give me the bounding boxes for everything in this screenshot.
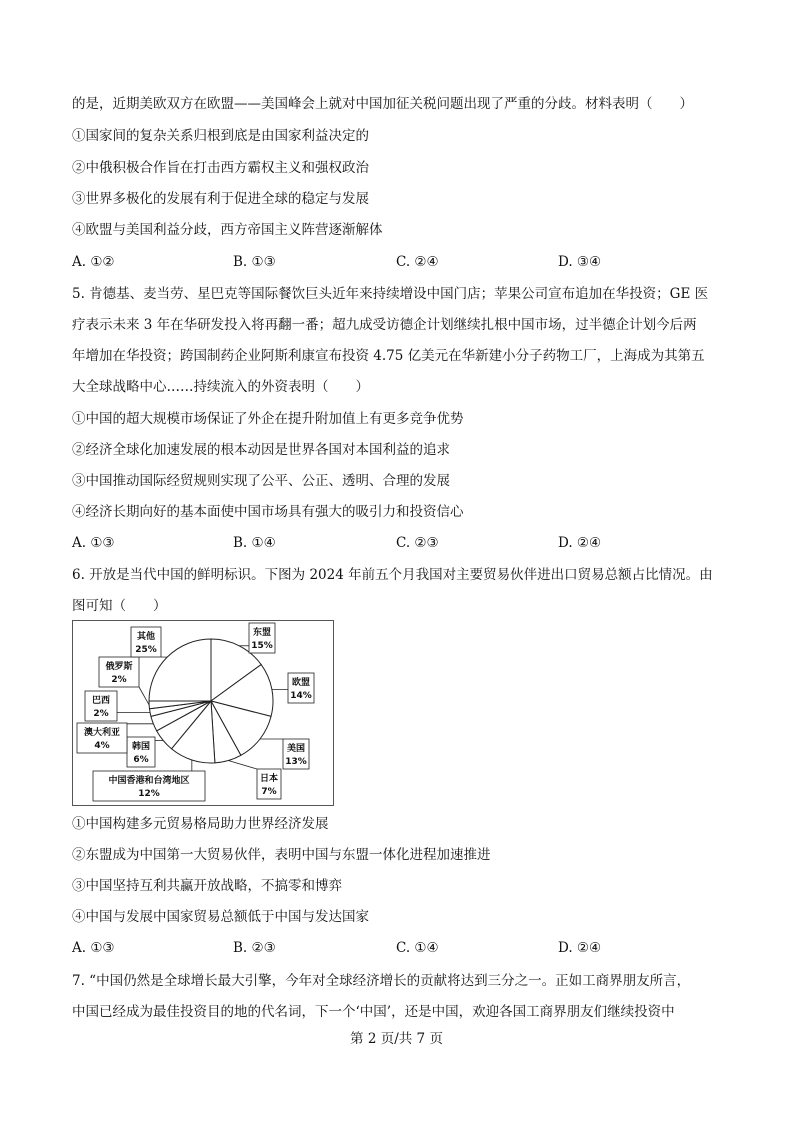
- page-footer: 第 2 页/共 7 页: [350, 1031, 443, 1047]
- q7-stem-line-1: 7. “中国仍然是全球增长最大引擎，今年对全球经济增长的贡献将达到三分之一。正如工商界朋友所言，: [72, 973, 691, 989]
- q5-stem-line-1: 5. 肯德基、麦当劳、星巴克等国际餐饮巨头近年来持续增设中国门店；苹果公司宣布追加在华投资；GE 医: [72, 286, 709, 302]
- q5-stem-line-4: 大全球战略中心……持续流入的外资表明（ ）: [72, 379, 369, 395]
- pie-label-name-9: 俄罗斯: [105, 662, 133, 672]
- pie-label-name-1: 东盟: [252, 628, 272, 638]
- q6-item-2: ②东盟成为中国第一大贸易伙伴，表明中国与东盟一体化进程加速推进: [72, 847, 491, 863]
- pie-label-value-2: 14%: [290, 691, 312, 701]
- q6-stem-line-2: 图可知（ ）: [72, 598, 167, 614]
- q6-item-3: ③中国坚持互利共赢开放战略，不搞零和博弈: [72, 878, 342, 894]
- pie-label-value-9: 2%: [111, 675, 127, 685]
- q4-option-d[interactable]: D. ③④: [558, 254, 602, 270]
- q5-option-c[interactable]: C. ②③: [396, 535, 439, 551]
- pie-leader-line-9: [139, 687, 149, 705]
- q5-options: [72, 535, 732, 553]
- q4-stem: 的是，近期美欧双方在欧盟——美国峰会上就对中国加征关税问题出现了严重的分歧。材料表明（ ）: [72, 96, 693, 112]
- q6-option-b[interactable]: B. ②③: [233, 940, 276, 956]
- q4-item-1: ①国家间的复杂关系归根到底是由国家利益决定的: [72, 128, 369, 144]
- q5-item-2: ②经济全球化加速发展的根本动因是世界各国对本国利益的追求: [72, 442, 450, 458]
- pie-label-value-6: 6%: [133, 755, 149, 765]
- q4-item-4: ④欧盟与美国利益分歧，西方帝国主义阵营逐渐解体: [72, 222, 383, 238]
- pie-label-value-5: 12%: [138, 789, 160, 799]
- q5-option-a[interactable]: A. ①③: [72, 535, 115, 551]
- q7-stem-line-2: 中国已经成为最佳投资目的地的代名词，下一个‘中国’，还是中国，欢迎各国工商界朋友们继续投资中: [72, 1004, 675, 1020]
- pie-label-value-7: 4%: [94, 741, 110, 751]
- q4-option-a[interactable]: A. ①②: [72, 254, 115, 270]
- q6-option-d[interactable]: D. ②④: [558, 940, 602, 956]
- q4-option-c[interactable]: C. ②④: [396, 254, 439, 270]
- pie-chart-svg: [73, 621, 333, 805]
- q6-item-1: ①中国构建多元贸易格局助力世界经济发展: [72, 816, 329, 832]
- q5-item-1: ①中国的超大规模市场保证了外企在提升附加值上有更多竞争优势: [72, 411, 464, 427]
- pie-label-value-10: 25%: [135, 645, 157, 655]
- pie-label-name-3: 美国: [286, 744, 306, 754]
- pie-label-value-4: 7%: [261, 787, 277, 797]
- pie-label-value-3: 13%: [285, 757, 307, 767]
- pie-label-name-8: 巴西: [91, 696, 111, 706]
- pie-label-name-10: 其他: [136, 632, 156, 642]
- pie-label-name-6: 韩国: [131, 742, 151, 752]
- q5-stem-line-3: 年增加在华投资；跨国制药企业阿斯利康宣布投资 4.75 亿美元在华新建小分子药物工厂，上海成为其第五: [72, 348, 705, 364]
- pie-label-name-5: 中国香港和台湾地区: [108, 776, 190, 786]
- q4-options: [72, 254, 732, 272]
- q4-option-b[interactable]: B. ①③: [233, 254, 276, 270]
- q4-item-2: ②中俄积极合作旨在打击西方霸权主义和强权政治: [72, 160, 369, 176]
- q6-option-c[interactable]: C. ①④: [396, 940, 439, 956]
- pie-label-value-8: 2%: [93, 709, 109, 719]
- pie-label-name-4: 日本: [259, 774, 279, 784]
- trade-share-pie-chart: [72, 620, 334, 806]
- q5-option-b[interactable]: B. ①④: [233, 535, 276, 551]
- pie-label-value-1: 15%: [251, 641, 273, 651]
- q6-options: [72, 940, 732, 958]
- q5-item-3: ③中国推动国际经贸规则实现了公平、公正、透明、合理的发展: [72, 473, 450, 489]
- q6-option-a[interactable]: A. ①③: [72, 940, 115, 956]
- pie-label-name-2: 欧盟: [291, 678, 311, 688]
- q4-item-3: ③世界多极化的发展有利于促进全球的稳定与发展: [72, 191, 369, 207]
- q6-item-4: ④中国与发展中国家贸易总额低于中国与发达国家: [72, 909, 369, 925]
- pie-label-name-7: 澳大利亚: [83, 728, 121, 738]
- q5-stem-line-2: 疗表示未来 3 年在华研发投入将再翻一番；超九成受访德企计划继续扎根中国市场，过半德企计划今后两: [72, 317, 697, 333]
- pie-leader-line-4: [228, 761, 257, 769]
- q5-item-4: ④经济长期向好的基本面使中国市场具有强大的吸引力和投资信心: [72, 504, 464, 520]
- q6-stem-line-1: 6. 开放是当代中国的鲜明标识。下图为 2024 年前五个月我国对主要贸易伙伴进出口贸易总额占比情况。由: [72, 567, 713, 583]
- q5-option-d[interactable]: D. ②④: [558, 535, 602, 551]
